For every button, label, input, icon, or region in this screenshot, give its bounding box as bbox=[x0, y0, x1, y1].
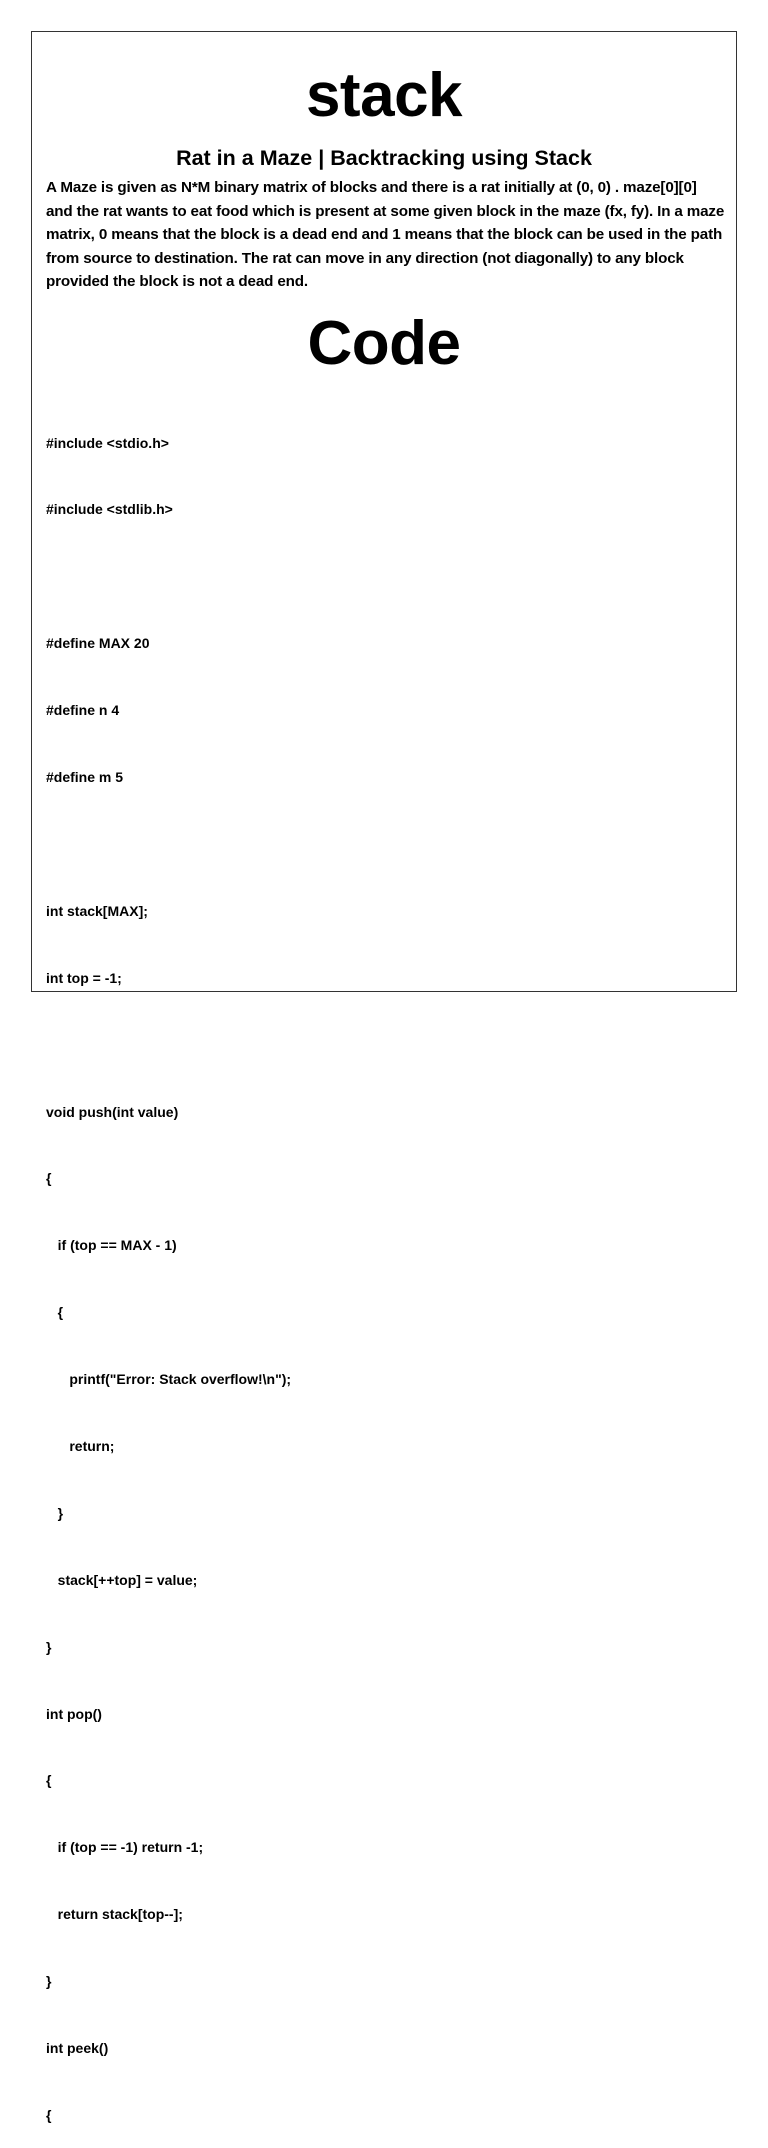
code-heading: Code bbox=[307, 309, 461, 378]
code-line: { bbox=[46, 1170, 52, 1187]
code-line bbox=[46, 565, 726, 587]
code-line: } bbox=[46, 1504, 64, 1521]
code-line: stack[++top] = value; bbox=[46, 1571, 198, 1588]
code-line: { bbox=[46, 1304, 64, 1321]
code-line: int top = -1; bbox=[46, 969, 122, 986]
description-paragraph: A Maze is given as N*M binary matrix of blocks and there is a rat initially at (0, 0) . maze[0][0] and the rat wants to eat food which is present at some given block in the maze (fx, fy). In a maze matrix, 0 means that the block is a dead end and 1 means that the block can be used in the path from source to destination. The rat can move in any direction (not diagonally) to any block provided the block is not a dead end. bbox=[46, 179, 725, 290]
code-line: #define MAX 20 bbox=[46, 635, 150, 652]
page-subtitle: Rat in a Maze | Backtracking using Stack bbox=[176, 146, 592, 170]
code-line bbox=[46, 833, 726, 855]
code-line: { bbox=[46, 1772, 52, 1789]
code-line: void push(int value) bbox=[46, 1103, 179, 1120]
page-title: stack bbox=[305, 61, 463, 130]
code-line: } bbox=[46, 1973, 52, 1990]
code-line: printf("Error: Stack overflow!\n"); bbox=[46, 1371, 292, 1388]
code-line: return; bbox=[46, 1437, 115, 1454]
code-line: int stack[MAX]; bbox=[46, 902, 148, 919]
code-line: #define m 5 bbox=[46, 769, 124, 786]
code-line: #include <stdio.h> bbox=[46, 434, 169, 451]
code-line: if (top == MAX - 1) bbox=[46, 1237, 177, 1254]
code-line bbox=[46, 1034, 726, 1056]
code-line: return stack[top--]; bbox=[46, 1906, 183, 1923]
code-line: #include <stdlib.h> bbox=[46, 501, 173, 518]
code-line: } bbox=[46, 1638, 52, 1655]
code-line: { bbox=[46, 2106, 52, 2123]
code-line: if (top == -1) return -1; bbox=[46, 1839, 204, 1856]
code-line: int pop() bbox=[46, 1705, 102, 1722]
code-line: int peek() bbox=[46, 2039, 109, 2056]
code-line: #define n 4 bbox=[46, 702, 120, 719]
code-block bbox=[46, 387, 726, 2148]
